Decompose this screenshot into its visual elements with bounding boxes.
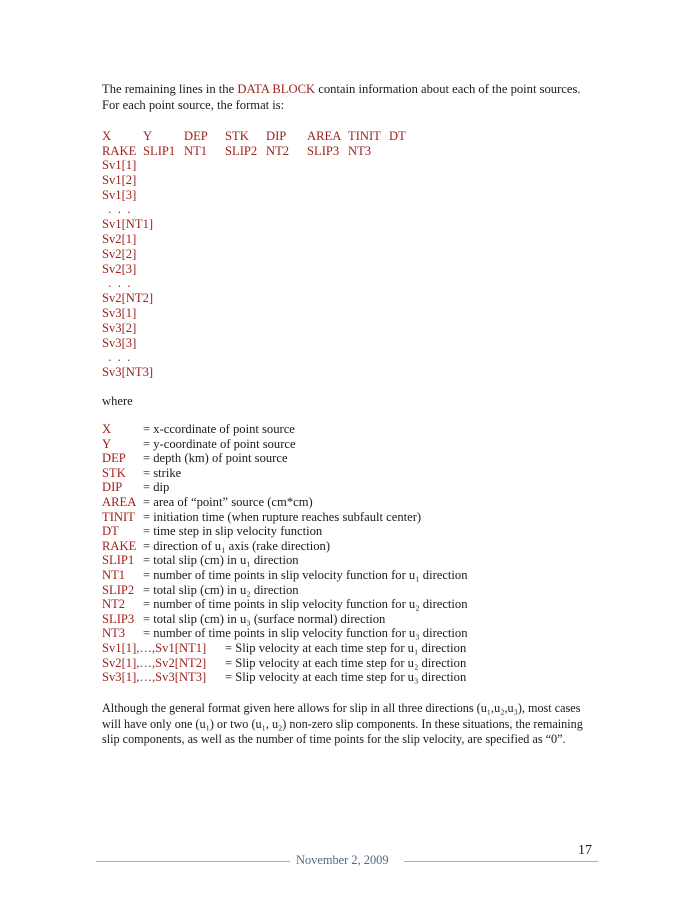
data-block-keyword: DATA BLOCK (237, 82, 316, 96)
sequence-line: Sv1[1] (102, 158, 137, 172)
intro-text-pre: The remaining lines in the (102, 82, 238, 96)
field-dep: DEP (184, 129, 208, 143)
field-tinit: TINIT (348, 129, 381, 143)
definition-term: X (102, 422, 112, 436)
definition-text: = total slip (cm) in u₂ direction (143, 582, 299, 597)
sequence-line: Sv2[2] (102, 246, 137, 261)
definition-term: SLIP3 (102, 611, 135, 626)
sequence-line: Sv1[2] (102, 172, 137, 187)
definition-term: DEP (102, 451, 126, 466)
definition-term: DT (102, 524, 119, 539)
definition-term: AREA (102, 494, 137, 509)
field-slip2: SLIP2 (225, 144, 258, 158)
field-slip1: SLIP1 (143, 144, 176, 158)
definition-text: = number of time points in slip velocity function for u₃ direction (143, 626, 468, 641)
sequence-line: Sv2[NT2] (102, 291, 154, 306)
definition-text: = depth (km) of point source (143, 451, 288, 466)
sequence-line: Sv1[3] (102, 187, 137, 202)
field-x: X (102, 129, 112, 143)
definition-term: NT2 (102, 597, 126, 612)
sequence-ellipsis: . . . (102, 202, 131, 217)
definition-term: Y (102, 436, 112, 451)
sequence-line: Sv1[NT1] (102, 217, 154, 232)
field-nt2: NT2 (266, 144, 290, 158)
definition-term: NT1 (102, 567, 126, 582)
definition-text: = Slip velocity at each time step for u₂ direction (225, 655, 467, 670)
footer-date: November 2, 2009 (296, 853, 389, 867)
definition-term: SLIP1 (102, 553, 135, 568)
field-nt3: NT3 (348, 144, 372, 158)
field-stk: STK (225, 129, 249, 143)
definition-text: = Slip velocity at each time step for u₃ direction (225, 670, 467, 685)
definition-term: Sv3[1],…,Sv3[NT3] (102, 670, 207, 685)
definition-term: RAKE (102, 538, 137, 553)
definition-text: = strike (143, 465, 182, 480)
definition-text: = number of time points in slip velocity function for u₁ direction (143, 567, 468, 582)
sequence-line: Sv3[NT3] (102, 365, 154, 380)
definition-text: = direction of u₁ axis (rake direction) (143, 538, 331, 553)
intro-paragraph (102, 82, 602, 113)
definition-term: Sv2[1],…,Sv2[NT2] (102, 655, 207, 670)
definition-term: STK (102, 465, 126, 480)
field-dip: DIP (266, 129, 287, 143)
where-label: where (102, 394, 133, 408)
field-nt1: NT1 (184, 144, 208, 158)
definition-text: = initiation time (when rupture reaches subfault center) (143, 509, 422, 524)
intro-text-post: contain information about each of the point sources. (315, 82, 581, 96)
slip-velocity-sequence (102, 158, 153, 380)
definition-text: = number of time points in slip velocity function for u₂ direction (143, 597, 468, 612)
sequence-line: Sv3[3] (102, 335, 137, 350)
definition-text: = total slip (cm) in u₁ direction (143, 553, 299, 568)
definition-text: = area of “point” source (cm*cm) (143, 494, 313, 509)
sequence-line: Sv3[2] (102, 320, 137, 335)
definition-text: = total slip (cm) in u₃ (surface normal) direction (143, 611, 386, 626)
definition-text: = x-ccordinate of point source (143, 422, 295, 436)
field-dt: DT (389, 129, 406, 143)
footer-rule-right (404, 861, 598, 862)
footer-rule-left (96, 861, 290, 862)
sequence-line: Sv2[3] (102, 261, 137, 276)
sequence-line: Sv2[1] (102, 231, 137, 246)
page-number: 17 (578, 843, 592, 858)
sequence-line: Sv3[1] (102, 305, 137, 320)
field-rake: RAKE (102, 144, 137, 158)
intro-line-2: For each point source, the format is: (102, 97, 285, 112)
intro-line-1 (102, 82, 602, 98)
definition-text: = time step in slip velocity function (143, 524, 323, 539)
sequence-ellipsis: . . . (102, 350, 131, 365)
closing-paragraph: Although the general format given here allows for slip in all three directions (u₁,u₂,u₃), most cases will have only one (u₁) or two (u₁, u₂) non-zero slip components. In these situations, the remaining slip components, as well as the number of time points for the slip velocity, are specified as “0”. (102, 701, 583, 746)
definition-term: SLIP2 (102, 582, 135, 597)
definition-term: NT3 (102, 626, 126, 641)
definition-text: = dip (143, 480, 170, 495)
field-slip3: SLIP3 (307, 144, 340, 158)
definition-term: Sv1[1],…,Sv1[NT1] (102, 640, 207, 655)
sequence-ellipsis: . . . (102, 276, 131, 291)
field-y: Y (143, 129, 153, 143)
definition-term: TINIT (102, 509, 135, 524)
definition-text: = Slip velocity at each time step for u₁ direction (225, 640, 467, 655)
definition-text: = y-coordinate of point source (143, 436, 296, 451)
definition-term: DIP (102, 480, 123, 495)
field-area: AREA (307, 129, 342, 143)
